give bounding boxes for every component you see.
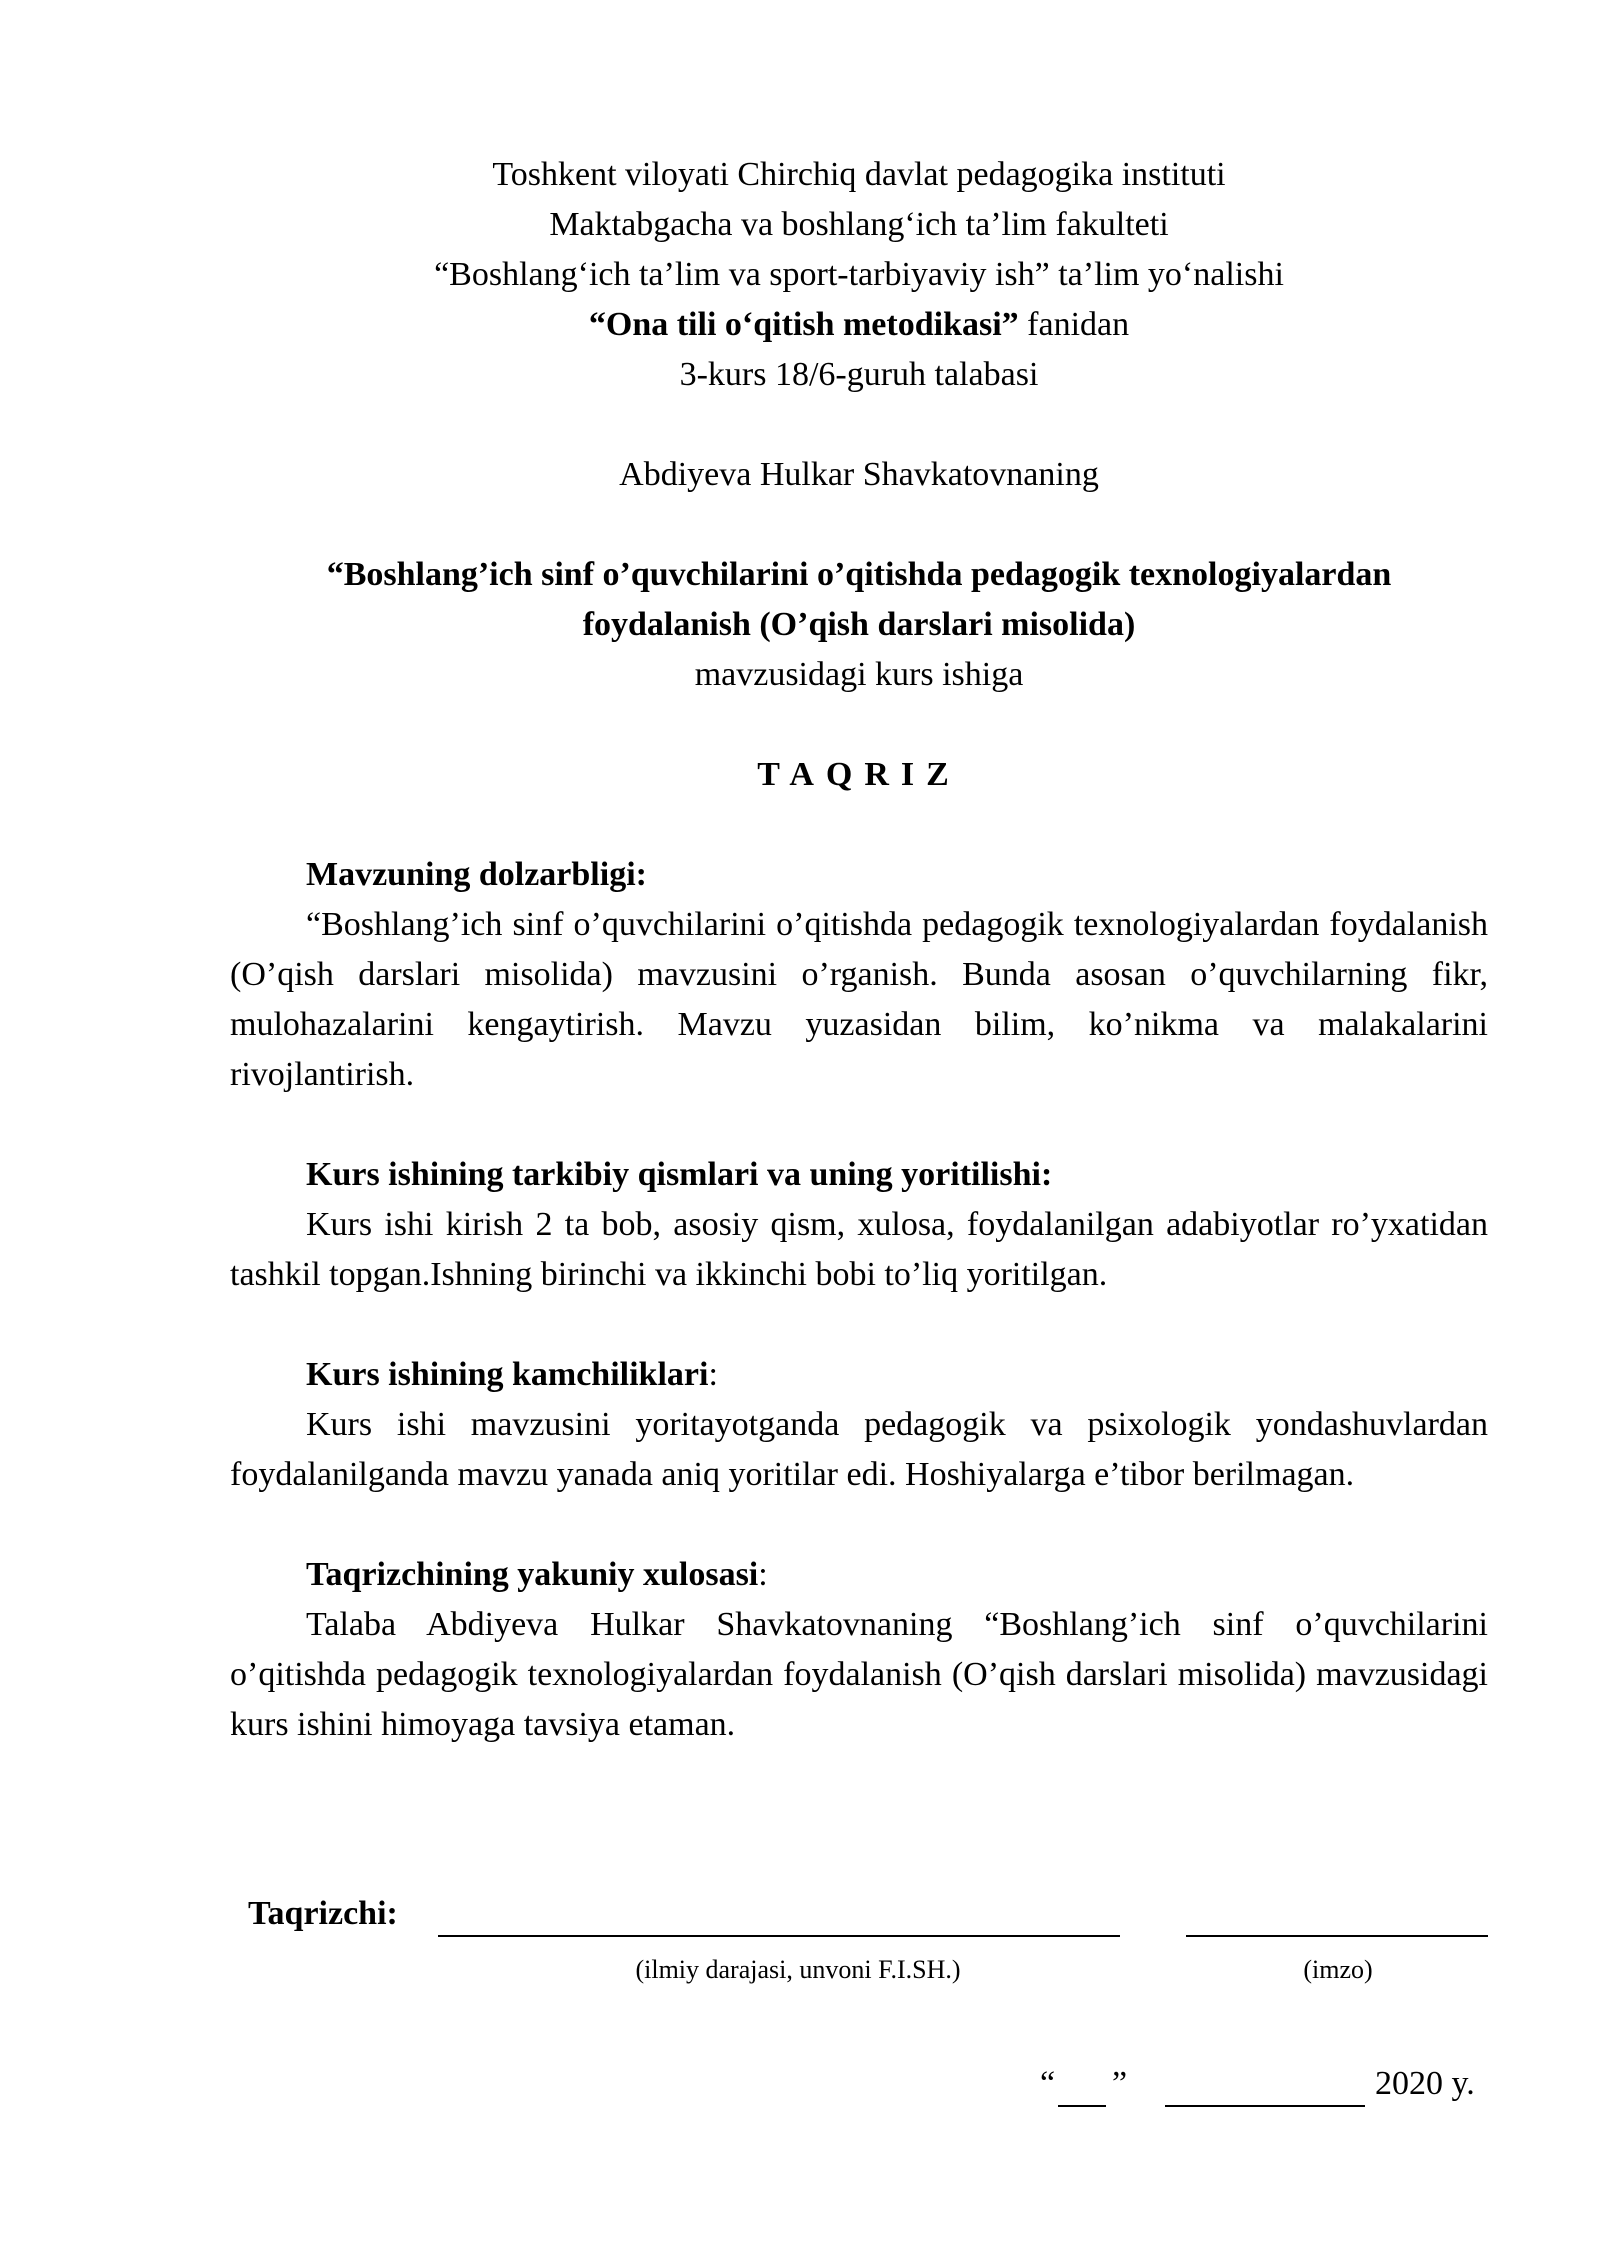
section-heading-colon: : [758, 1556, 768, 1593]
reviewer-name-caption: (ilmiy darajasi, unvoni F.I.SH.) [635, 1955, 961, 1984]
section-body: “Boshlang’ich sinf o’quvchilarini o’qitishda pedagogik texnologiyalardan foydalanish (O’qish darslari misolida) mavzusini o’rganish. Bunda asosan o’quvchilarning fikr, mulohazalarini kengaytirish. Mavzu yuzasidan bilim, ko’nikma va malakalarini rivojlantirish. [230, 906, 1488, 1093]
date-year: 2020 y. [1375, 2065, 1475, 2102]
institute-name: Toshkent viloyati Chirchiq davlat pedagogika instituti [492, 156, 1226, 193]
section-relevance [230, 850, 1488, 1100]
spacer [230, 1100, 1488, 1150]
section-conclusion [230, 1550, 1488, 1750]
reviewer-label: Taqrizchi: [248, 1895, 398, 1932]
subject-suffix: fanidan [1018, 306, 1130, 343]
section-heading [230, 850, 1488, 900]
day-blank-line [1058, 2105, 1106, 2107]
subject-name: “Ona tili o‘qitish metodikasi” [588, 306, 1019, 343]
date-row [1040, 2065, 1488, 2115]
spacer [230, 700, 1488, 750]
document-header [230, 150, 1488, 500]
spacer [230, 800, 1488, 850]
section-heading-colon: : [708, 1356, 718, 1393]
month-blank-line [1165, 2105, 1365, 2107]
spacer [230, 1300, 1488, 1350]
topic-line-3: mavzusidagi kurs ishiga [694, 656, 1024, 693]
section-heading-text: Mavzuning dolzarbligi: [306, 856, 647, 893]
subject-line [230, 300, 1488, 350]
topic-block [230, 550, 1488, 700]
document-title: TAQRIZ [757, 756, 961, 793]
date-close-quote: ” [1112, 2065, 1128, 2102]
document-body [230, 150, 1488, 1750]
section-heading [230, 1150, 1488, 1200]
section-heading [230, 1350, 1488, 1400]
reviewer-signature-line [1186, 1935, 1488, 1937]
spacer [230, 1500, 1488, 1550]
reviewer-signature-caption: (imzo) [1303, 1955, 1373, 1984]
topic-line-2: foydalanish (O’qish darslari misolida) [582, 606, 1136, 643]
faculty-name: Maktabgacha va boshlang‘ich ta’lim fakulteti [549, 206, 1169, 243]
spacer [230, 500, 1488, 550]
topic-line-1: “Boshlang’ich sinf o’quvchilarini o’qitishda pedagogik texnologiyalardan [326, 556, 1392, 593]
section-structure [230, 1150, 1488, 1300]
section-body: Kurs ishi mavzusini yoritayotganda pedagogik va psixologik yondashuvlardan foydalanilganda mavzu yanada aniq yoritilar edi. Hoshiyalarga e’tibor berilmagan. [230, 1406, 1488, 1493]
reviewer-name-line [438, 1935, 1120, 1937]
section-body: Talaba Abdiyeva Hulkar Shavkatovnaning “Boshlang’ich sinf o’quvchilarini o’qitishda pedagogik texnologiyalardan foydalanish (O’qish darslari misolida) mavzusidagi kurs ishini himoyaga tavsiya etaman. [230, 1606, 1488, 1743]
section-heading-text: Kurs ishining tarkibiy qismlari va uning yoritilishi: [306, 1156, 1053, 1193]
section-heading [230, 1550, 1488, 1600]
program-name: “Boshlang‘ich ta’lim va sport-tarbiyaviy ish” ta’lim yo‘nalishi [434, 256, 1284, 293]
date-open-quote: “ [1040, 2065, 1056, 2102]
student-group: 3-kurs 18/6-guruh talabasi [679, 356, 1039, 393]
section-shortcomings [230, 1350, 1488, 1500]
spacer [230, 400, 1488, 450]
section-heading-text: Taqrizchining yakuniy xulosasi [306, 1556, 759, 1593]
signature-row [248, 1895, 1488, 1984]
section-body: Kurs ishi kirish 2 ta bob, asosiy qism, xulosa, foydalanilgan adabiyotlar ro’yxatidan tashkil topgan.Ishning birinchi va ikkinchi bobi to’liq yoritilgan. [230, 1206, 1488, 1293]
section-heading-text: Kurs ishining kamchiliklari [306, 1356, 709, 1393]
student-name: Abdiyeva Hulkar Shavkatovnaning [619, 456, 1099, 493]
